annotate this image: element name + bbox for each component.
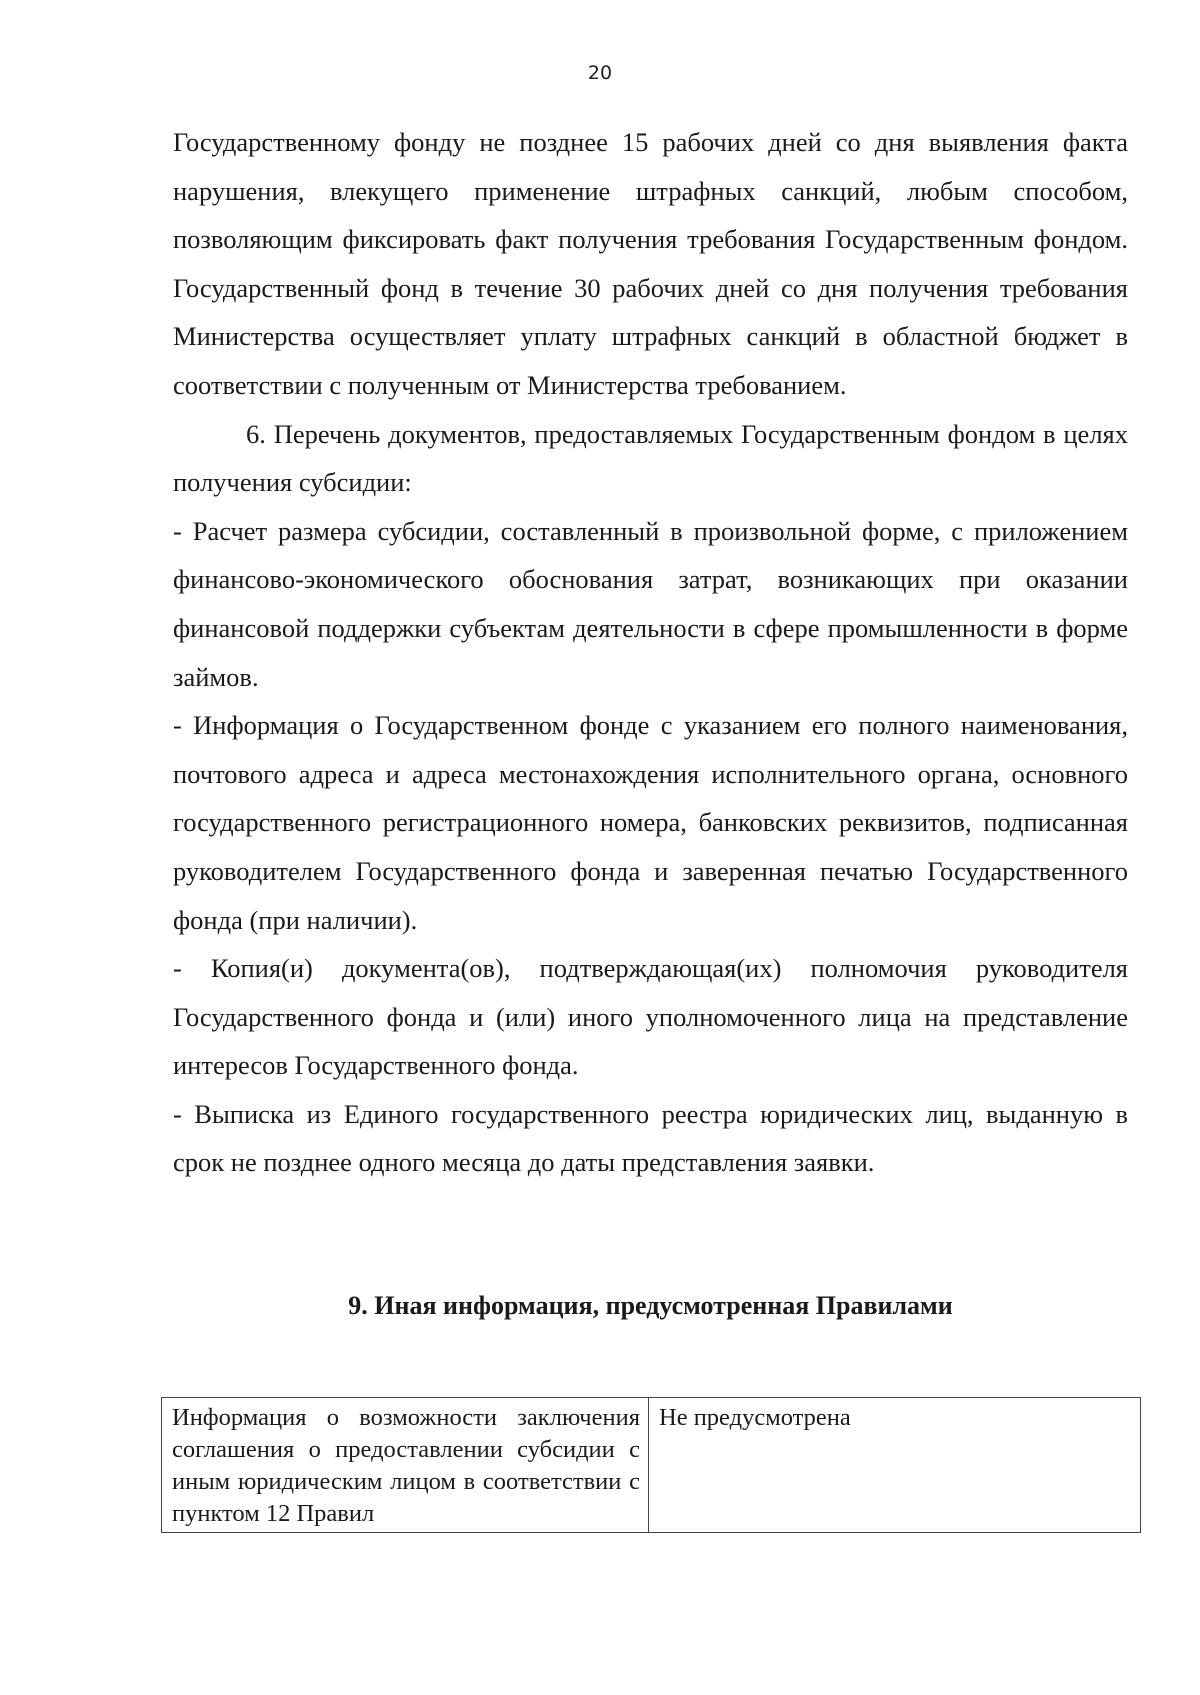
page-number: 20	[587, 62, 613, 84]
list-item-authority-copy: - Копия(и) документа(ов), подтверждающая(их) полномочия руководителя Государственного фонда и (или) иного уполномоченного лица на представление интересов Государственного фонда.	[173, 953, 1128, 1081]
paragraph-documents-list-heading: 6. Перечень документов, предоставляемых Государственным фондом в целях получения субсидии:	[173, 418, 1128, 498]
list-item-registry-extract: - Выписка из Единого государственного реестра юридических лиц, выданную в срок не позднее одного месяца до даты представления заявки.	[173, 1098, 1128, 1178]
table-row	[162, 1398, 1141, 1533]
section-title: 9. Иная информация, предусмотренная Правилами	[348, 1291, 953, 1320]
info-table	[161, 1397, 1141, 1533]
paragraph-penalty-payment: Государственному фонду не позднее 15 рабочих дней со дня выявления факта нарушения, влекущего применение штрафных санкций, любым способом, позволяющим фиксировать факт получения требования Государственным фондом. Государственный фонд в течение 30 рабочих дней со дня получения требования Министерства осуществляет уплату штрафных санкций в областной бюджет в соответствии с полученным от Министерства требованием.	[173, 127, 1128, 400]
list-item-fund-information: - Информация о Государственном фонде с указанием его полного наименования, почтового адреса и адреса местонахождения исполнительного органа, основного государственного регистрационного номера, банковских реквизитов, подписанная руководителем Государственного фонда и заверенная печатью Государственного фонда (при наличии).	[173, 710, 1128, 935]
table-cell-value: Не предусмотрена	[649, 1398, 1141, 1533]
table-cell-label: Информация о возможности заключения соглашения о предоставлении субсидии с иным юридическим лицом в соответствии с пунктом 12 Правил	[162, 1398, 649, 1533]
body-text	[173, 118, 1128, 1187]
list-item-subsidy-calculation: - Расчет размера субсидии, составленный в произвольной форме, с приложением финансово-экономического обоснования затрат, возникающих при оказании финансовой поддержки субъектам деятельности в сфере промышленности в форме займов.	[173, 515, 1128, 692]
